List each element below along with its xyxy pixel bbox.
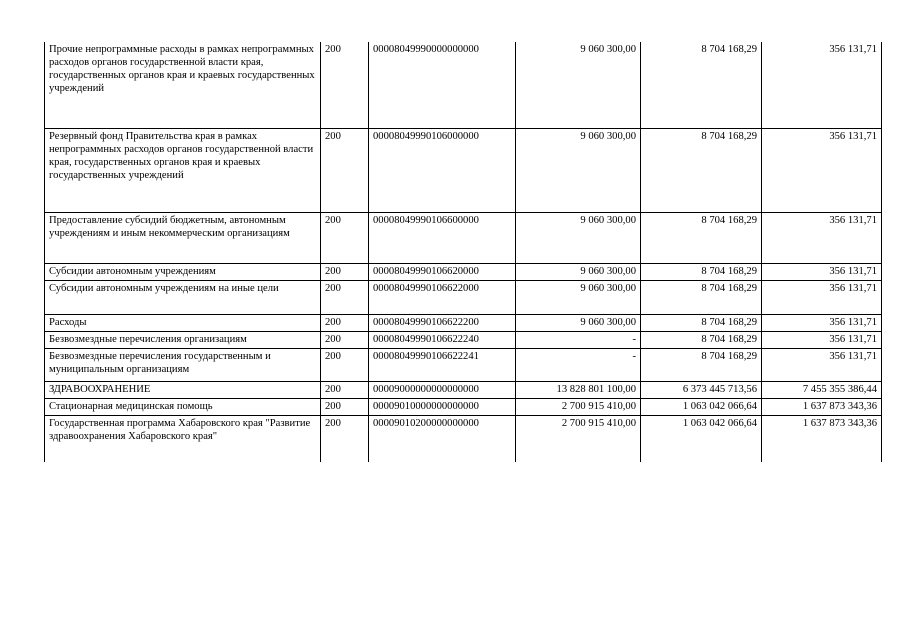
planned-amount-cell: 2 700 915 410,00 (516, 398, 641, 415)
table-row (45, 280, 882, 314)
executed-amount-cell: 8 704 168,29 (641, 331, 762, 348)
planned-amount-cell: 9 060 300,00 (516, 314, 641, 331)
table-row (45, 415, 882, 462)
budget-classification-code-cell: 00008049990106600000 (369, 212, 516, 263)
expense-name-cell: Резервный фонд Правительства края в рамках непрограммных расходов органов государственной власти края, государственных органов края и краевых государственных учреждений (45, 128, 321, 212)
line-code-cell: 200 (321, 42, 369, 128)
executed-amount-cell: 8 704 168,29 (641, 128, 762, 212)
table-row (45, 381, 882, 398)
executed-amount-cell: 8 704 168,29 (641, 42, 762, 128)
executed-amount-cell: 8 704 168,29 (641, 263, 762, 280)
remaining-amount-cell: 7 455 355 386,44 (762, 381, 882, 398)
budget-classification-code-cell: 00008049990000000000 (369, 42, 516, 128)
line-code-cell: 200 (321, 128, 369, 212)
expense-name-cell: Безвозмездные перечисления государственным и муниципальным организациям (45, 348, 321, 381)
planned-amount-cell: 9 060 300,00 (516, 42, 641, 128)
table-row (45, 42, 882, 128)
budget-classification-code-cell: 00009000000000000000 (369, 381, 516, 398)
planned-amount-cell: 9 060 300,00 (516, 280, 641, 314)
executed-amount-cell: 6 373 445 713,56 (641, 381, 762, 398)
budget-classification-code-cell: 00009010200000000000 (369, 415, 516, 462)
budget-classification-code-cell: 00008049990106620000 (369, 263, 516, 280)
table-row (45, 128, 882, 212)
remaining-amount-cell: 356 131,71 (762, 331, 882, 348)
expense-name-cell: Государственная программа Хабаровского края "Развитие здравоохранения Хабаровского края" (45, 415, 321, 462)
line-code-cell: 200 (321, 331, 369, 348)
executed-amount-cell: 8 704 168,29 (641, 348, 762, 381)
table-row (45, 348, 882, 381)
remaining-amount-cell: 356 131,71 (762, 128, 882, 212)
remaining-amount-cell: 356 131,71 (762, 212, 882, 263)
expense-name-cell: Прочие непрограммные расходы в рамках непрограммных расходов органов государственной власти края, государственных органов края и краевых государственных учреждений (45, 42, 321, 128)
remaining-amount-cell: 1 637 873 343,36 (762, 398, 882, 415)
expense-name-cell: Безвозмездные перечисления организациям (45, 331, 321, 348)
remaining-amount-cell: 356 131,71 (762, 263, 882, 280)
executed-amount-cell: 1 063 042 066,64 (641, 415, 762, 462)
table-row (45, 212, 882, 263)
executed-amount-cell: 1 063 042 066,64 (641, 398, 762, 415)
budget-classification-code-cell: 00008049990106622241 (369, 348, 516, 381)
executed-amount-cell: 8 704 168,29 (641, 314, 762, 331)
planned-amount-cell: 9 060 300,00 (516, 212, 641, 263)
line-code-cell: 200 (321, 415, 369, 462)
planned-amount-cell: - (516, 331, 641, 348)
planned-amount-cell: 2 700 915 410,00 (516, 415, 641, 462)
remaining-amount-cell: 356 131,71 (762, 314, 882, 331)
line-code-cell: 200 (321, 348, 369, 381)
planned-amount-cell: 13 828 801 100,00 (516, 381, 641, 398)
budget-classification-code-cell: 00008049990106000000 (369, 128, 516, 212)
table-row (45, 314, 882, 331)
expense-name-cell: ЗДРАВООХРАНЕНИЕ (45, 381, 321, 398)
executed-amount-cell: 8 704 168,29 (641, 280, 762, 314)
remaining-amount-cell: 356 131,71 (762, 280, 882, 314)
budget-execution-table (44, 42, 882, 462)
line-code-cell: 200 (321, 314, 369, 331)
table-row (45, 331, 882, 348)
remaining-amount-cell: 1 637 873 343,36 (762, 415, 882, 462)
expense-name-cell: Предоставление субсидий бюджетным, автономным учреждениям и иным некоммерческим организациям (45, 212, 321, 263)
table-row (45, 263, 882, 280)
budget-classification-code-cell: 00008049990106622200 (369, 314, 516, 331)
remaining-amount-cell: 356 131,71 (762, 42, 882, 128)
planned-amount-cell: 9 060 300,00 (516, 263, 641, 280)
planned-amount-cell: - (516, 348, 641, 381)
line-code-cell: 200 (321, 212, 369, 263)
remaining-amount-cell: 356 131,71 (762, 348, 882, 381)
budget-classification-code-cell: 00008049990106622240 (369, 331, 516, 348)
budget-classification-code-cell: 00009010000000000000 (369, 398, 516, 415)
expense-name-cell: Субсидии автономным учреждениям на иные цели (45, 280, 321, 314)
expense-name-cell: Расходы (45, 314, 321, 331)
line-code-cell: 200 (321, 381, 369, 398)
line-code-cell: 200 (321, 280, 369, 314)
line-code-cell: 200 (321, 398, 369, 415)
executed-amount-cell: 8 704 168,29 (641, 212, 762, 263)
budget-classification-code-cell: 00008049990106622000 (369, 280, 516, 314)
expense-name-cell: Субсидии автономным учреждениям (45, 263, 321, 280)
expense-name-cell: Стационарная медицинская помощь (45, 398, 321, 415)
line-code-cell: 200 (321, 263, 369, 280)
planned-amount-cell: 9 060 300,00 (516, 128, 641, 212)
table-row (45, 398, 882, 415)
